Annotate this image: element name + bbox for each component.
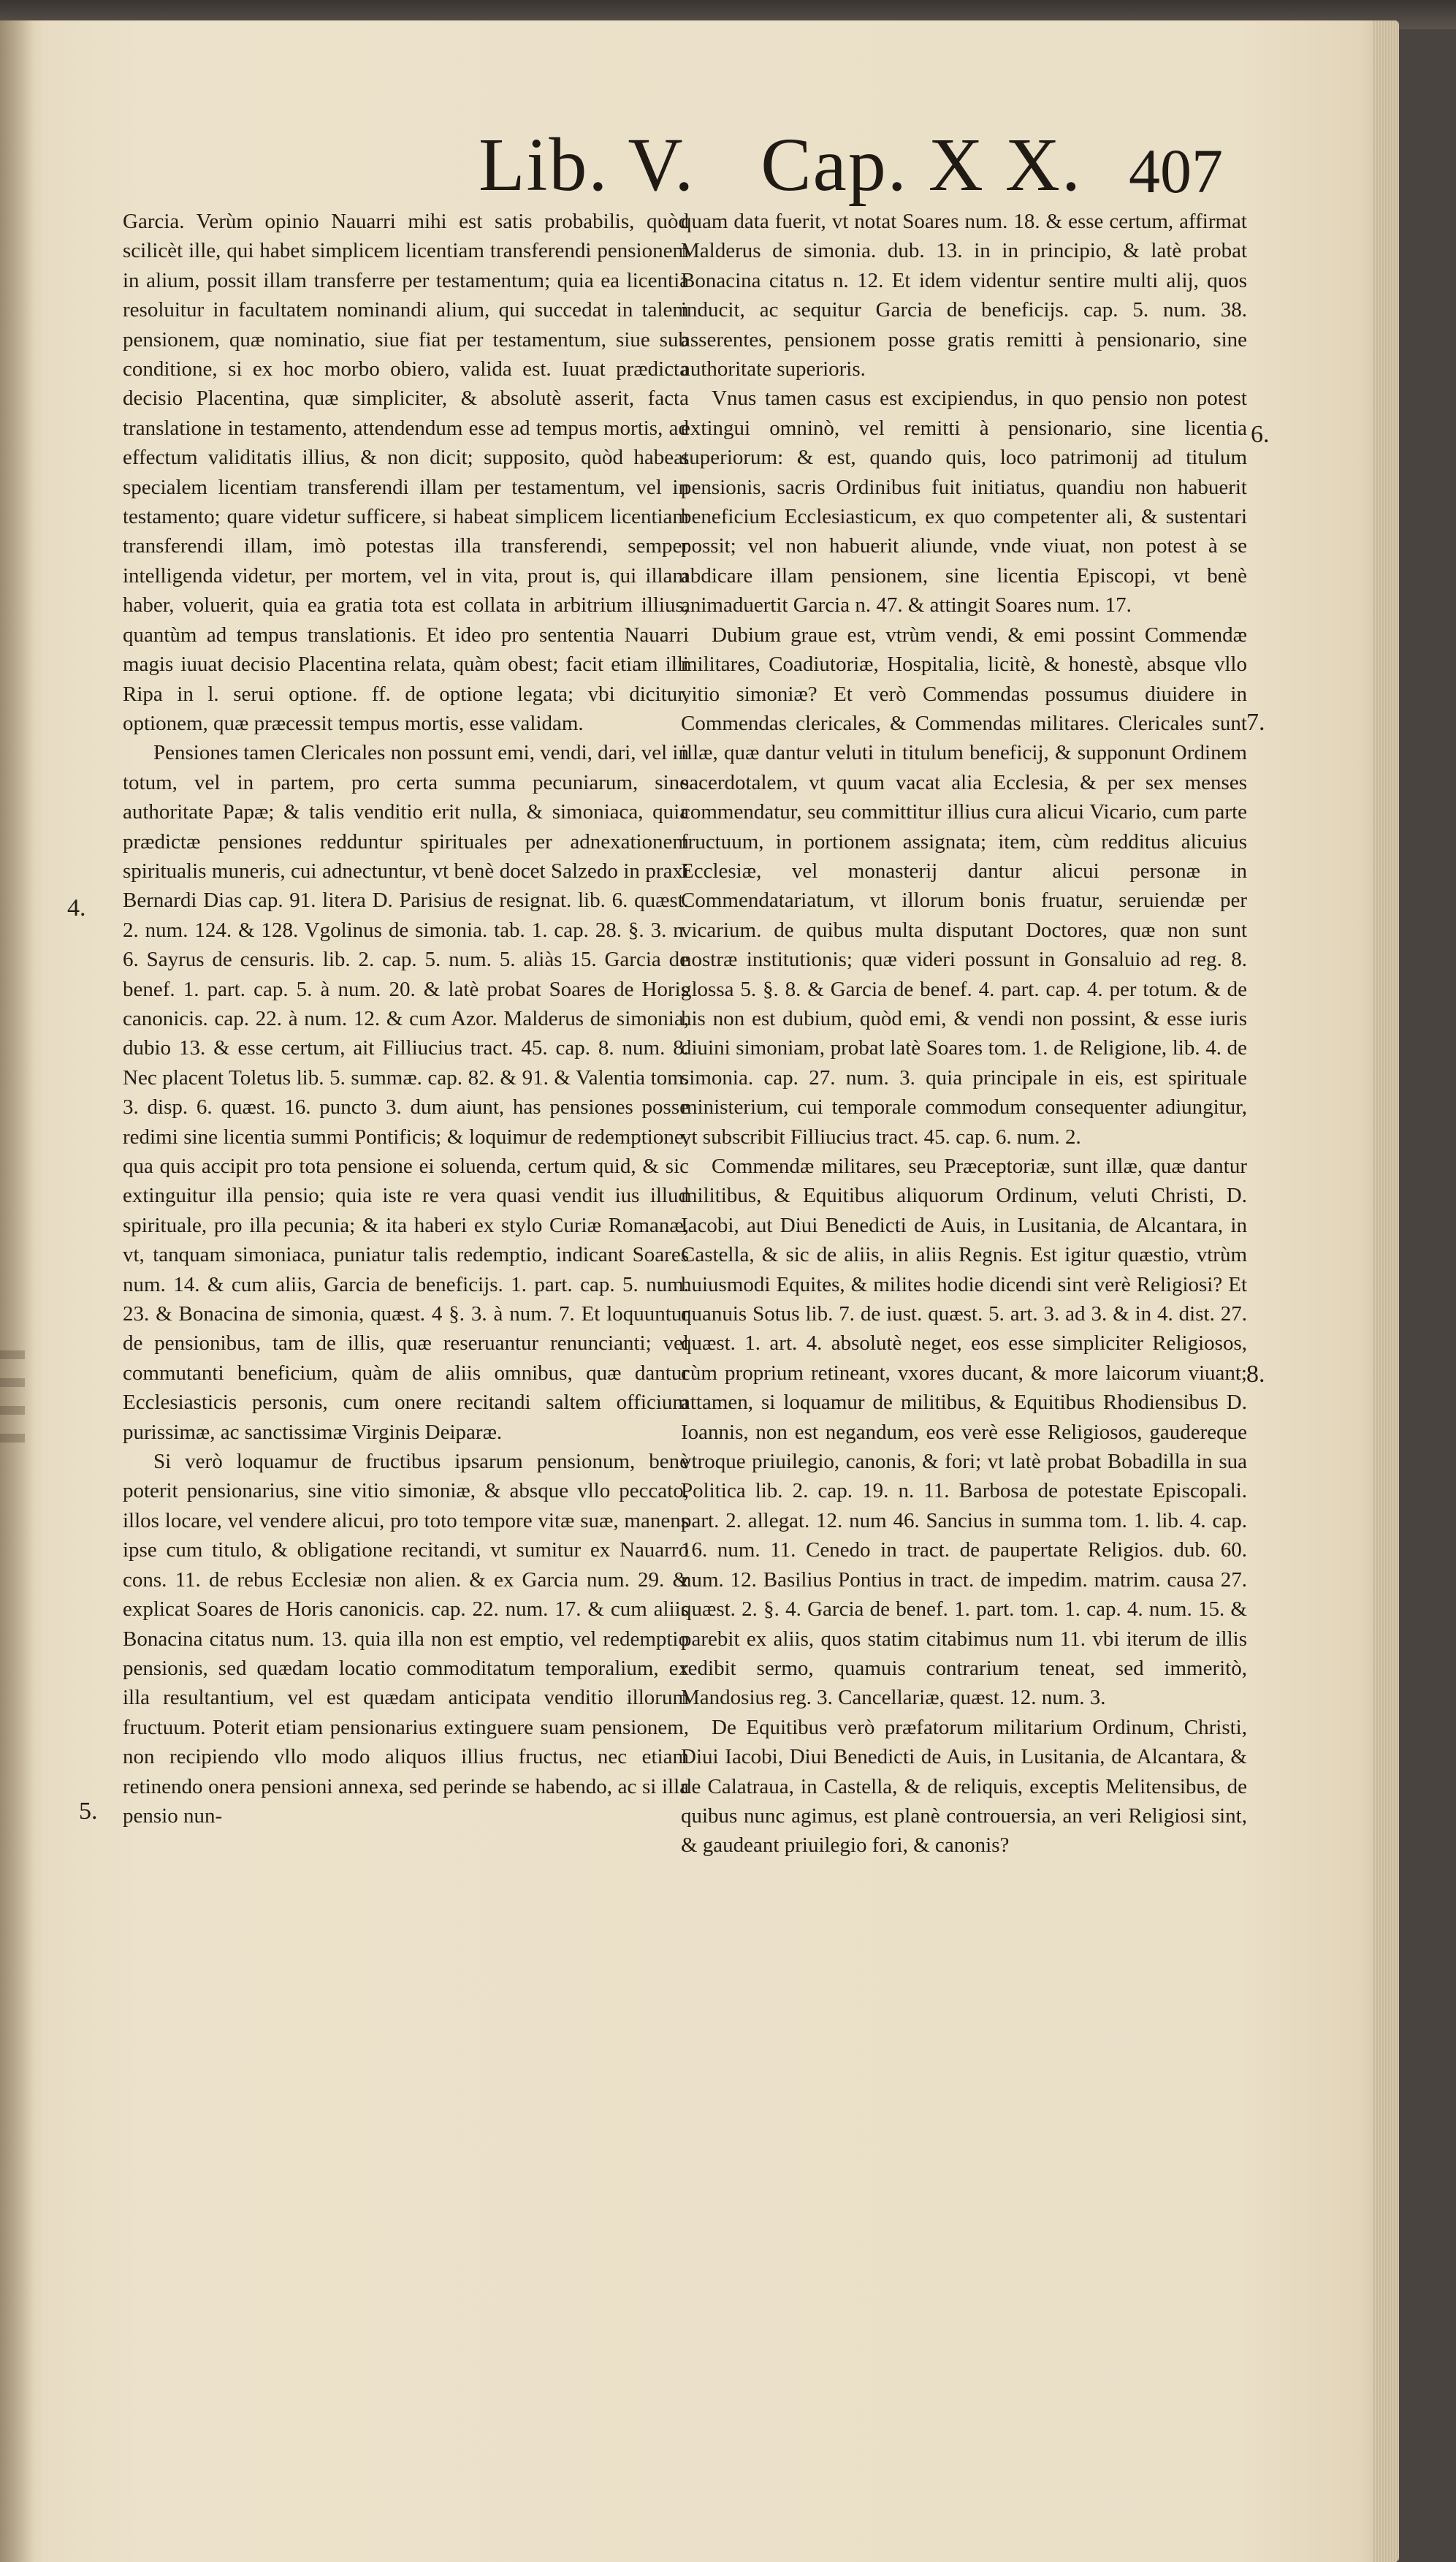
book-page (0, 20, 1399, 2562)
page-number: 407 (1129, 136, 1223, 206)
left-paragraph-2: Pensiones tamen Clericales non possunt emi, vendi, dari, vel in totum, vel in partem, pro certa summa pecuniarum, sine authoritate Papæ; & talis venditio erit nulla, & simoniaca, quia prædictæ pensiones redduntur spirituales per adnexationem spiritualis muneris, cui adnectuntur, vt benè docet Salzedo in praxi Bernardi Dias cap. 91. litera D. Parisius de resignat. lib. 6. quæst. 2. num. 124. & 128. Vgolinus de simonia. tab. 1. cap. 28. §. 3. n. 6. Sayrus de censuris. lib. 2. cap. 5. num. 5. aliàs 15. Garcia de benef. 1. part. cap. 5. à num. 20. & latè probat Soares de Horis canonicis. cap. 22. à num. 12. & cum Azor. Malderus de simonia, dubio 13. & esse certum, ait Filliucius tract. 45. cap. 8. num. 8. Nec placent Toletus lib. 5. summæ. cap. 82. & 91. & Valentia tom. 3. disp. 6. quæst. 16. puncto 3. dum aiunt, has pensiones posse redimi sine licentia summi Pontificis; & loquimur de redemptione, qua quis accipit pro tota pensione ei soluenda, certum quid, & sic extinguitur illa pensio; quia iste re vera quasi vendit ius illud spirituale, pro illa pecunia; & ita haberi ex stylo Curiæ Romanæ, vt, tanquam simoniaca, puniatur talis redemptio, indicant Soares num. 14. & cum aliis, Garcia de beneficijs. 1. part. cap. 5. num. 23. & Bonacina de simonia, quæst. 4 §. 3. à num. 7. Et loquuntur de pensionibus, tam de illis, quæ reseruantur renuncianti; vel commutanti beneficium, quàm de aliis omnibus, quæ dantur Ecclesiasticis personis, cum onere recitandi saltem officium purissimæ, ac sanctissimæ Virginis Deiparæ. (123, 741, 689, 1444)
page-edge (1373, 20, 1399, 2562)
bleed-mark (0, 1434, 25, 1442)
right-paragraph-4: Commendæ militares, seu Præceptoriæ, sunt illæ, quæ dantur militibus, & Equitibus aliquorum Ordinum, veluti Christi, D. Iacobi, aut Diui Benedicti de Auis, in Lusitania, de Alcantara, in Castella, & sic de aliis, in aliis Regnis. Est igitur quæstio, vtrùm huiusmodi Equites, & milites hodie dicendi sint verè Religiosi? Et quanuis Sotus lib. 7. de iust. quæst. 5. art. 3. ad 3. & in 4. dist. 27. quæst. 1. art. 4. absolutè neget, eos esse simpliciter Religiosos, cùm proprium retineant, vxores ducant, & more laicorum viuant; attamen, si loquamur de militibus, & Equitibus Rhodiensibus D. Ioannis, non est negandum, eos verè esse Religiosos, gaudereque vtroque priuilegio, canonis, & fori; vt latè probat Bobadilla in sua Politica lib. 2. cap. 19. n. 11. Barbosa de potestate Episcopali. part. 2. allegat. 12. num 46. Sancius in summa tom. 1. lib. 4. cap. 16. num. 11. Cenedo in tract. de paupertate Religios. dub. 60. num. 12. Basilius Pontius in tract. de impedim. matrim. causa 27. quæst. 2. §. 4. Garcia de benef. 1. part. tom. 1. cap. 4. num. 15. & parebit ex aliis, quos statim citabimus num 11. vbi iterum de illis redibit sermo, quamuis contrarium teneat, sed immeritò, Mandosius reg. 3. Cancellariæ, quæst. 12. num. 3. (681, 1155, 1247, 1710)
left-paragraph-1: Garcia. Verùm opinio Nauarri mihi est satis probabilis, quòd scilicèt ille, qui habet simplicem licentiam transferendi pensionem in alium, possit illam transferre per testamentum; quia ea licentia resoluitur in facultatem nominandi alium, qui succedat in talem pensionem, quæ nominatio, siue fiat per testamentum, siue sub conditione, si ex hoc morbo obiero, valida est. Iuuat prædicta decisio Placentina, quæ simpliciter, & absolutè asserit, facta translatione in testamento, attendendum esse ad tempus mortis, ad effectum validitatis illius, & non dicit; supposito, quòd habeat specialem licentiam transferendi illam per testamentum, vel in testamento; quare videtur sufficere, si habeat simplicem licentiam transferendi illam, imò potestas illa transferendi, semper intelligenda videtur, per mortem, vel in vita, prout is, qui illam haber, voluerit, quia ea gratia tota est collata in arbitrium illius, quantùm ad tempus translationis. Et ideo pro sententia Nauarri magis iuuat decisio Placentina relata, quàm obest; facit etiam illi Ripa in l. serui optione. ff. de optione legata; vbi dicitur, optionem, quæ præcessit tempus mortis, esse validam. (123, 210, 689, 735)
bleed-mark (0, 1406, 25, 1415)
margin-number-8: 8. (1246, 1361, 1265, 1388)
running-head-chapter: Cap. X X. (761, 123, 1082, 207)
margin-number-4: 4. (67, 894, 86, 921)
running-head (479, 121, 1082, 208)
margin-number-6: 6. (1251, 421, 1270, 448)
gutter-shadow (0, 20, 34, 2562)
margin-number-5: 5. (79, 1798, 98, 1825)
bleed-mark (0, 1378, 25, 1387)
bleed-mark (0, 1350, 25, 1359)
page-header (0, 121, 1399, 216)
right-paragraph-3: Dubium graue est, vtrùm vendi, & emi possint Commendæ militares, Coadiutoriæ, Hospitalia, licitè, & honestè, absque vllo vitio simoniæ? Et verò Commendas possumus diuidere in Commendas clericales, & Commendas militares. Clericales sunt illæ, quæ dantur veluti in titulum beneficij, & supponunt Ordinem sacerdotalem, vt quum vacat alia Ecclesia, & per sex menses commendatur, seu committitur illius cura alicui Vicario, cum parte fructuum, in portionem assignata; item, cùm redditus alicuius Ecclesiæ, vel monasterij dantur alicui personæ in Commendatariatum, vt illorum bonis fruatur, seruiendæ per vicarium. de quibus multa disputant Doctores, quæ non sunt nostræ institutionis; quæ videri possunt in Gonsaluio ad reg. 8. glossa 5. §. 8. & Garcia de benef. 4. part. cap. 4. per totum. & de his non est dubium, quòd emi, & vendi non possint, & esse iuris diuini simoniam, probat latè Soares tom. 1. de Religione, lib. 4. de simonia. cap. 27. num. 3. quia principale in eis, est spirituale ministerium, cui temporale commodum consequenter adiungitur, vt subscribit Filliucius tract. 45. cap. 6. num. 2. (681, 623, 1247, 1149)
left-paragraph-3: Si verò loquamur de fructibus ipsarum pensionum, benè poterit pensionarius, sine vitio simoniæ, & absque vllo peccato, illos locare, vel vendere alicui, pro toto tempore vitæ suæ, manens ipse cum titulo, & obligatione recitandi, vt sumitur ex Nauarro cons. 11. de rebus Ecclesiæ non alien. & ex Garcia num. 29. & explicat Soares de Horis canonicis. cap. 22. num. 17. & cum aliis Bonacina citatus num. 13. quia illa non est emptio, vel redemptio pensionis, sed quædam locatio commoditatum temporalium, ex illa resultantium, vel est quædam anticipata venditio illorum fructuum. Poterit etiam pensionarius extinguere suam pensionem, non recipiendo vllo modo aliquos illius fructus, nec etiam retinendo onera pensioni annexa, sed perinde se habendo, ac si illa pensio nun- (123, 1450, 689, 1828)
running-head-book: Lib. V. (479, 123, 695, 207)
right-paragraph-5: De Equitibus verò præfatorum militarium Ordinum, Christi, Diui Iacobi, Diui Benedicti de Auis, in Lusitania, de Alcantara, & de Calatraua, in Castella, & de reliquis, exceptis Melitensibus, de quibus nunc agimus, est planè controuersia, an veri Religiosi sint, & gaudeant priuilegio fori, & canonis? (681, 1715, 1247, 1858)
margin-number-7: 7. (1246, 709, 1265, 736)
right-paragraph-1: quam data fuerit, vt notat Soares num. 18. & esse certum, affirmat Malderus de simonia. dub. 13. in in principio, & latè probat Bonacina citatus n. 12. Et idem videntur sentire multi alij, quos inducit, ac sequitur Garcia de beneficijs. cap. 5. num. 38. asserentes, pensionem posse gratis remitti à pensionario, sine authoritate superioris. (681, 210, 1247, 381)
left-column (123, 207, 689, 1831)
right-column (681, 207, 1247, 1860)
right-paragraph-2: Vnus tamen casus est excipiendus, in quo pensio non potest extingui omninò, vel remitti à pensionario, sine licentia superiorum: & est, quando quis, loco patrimonij ad titulum pensionis, sacris Ordinibus fuit initiatus, quandiu non habuerit beneficium Ecclesiasticum, ex quo competenter ali, & sustentari possit; vel non habuerit aliunde, vnde viuat, non potest à se abdicare illam pensionem, sine licentia Episcopi, vt benè animaduertit Garcia n. 47. & attingit Soares num. 17. (681, 387, 1247, 617)
